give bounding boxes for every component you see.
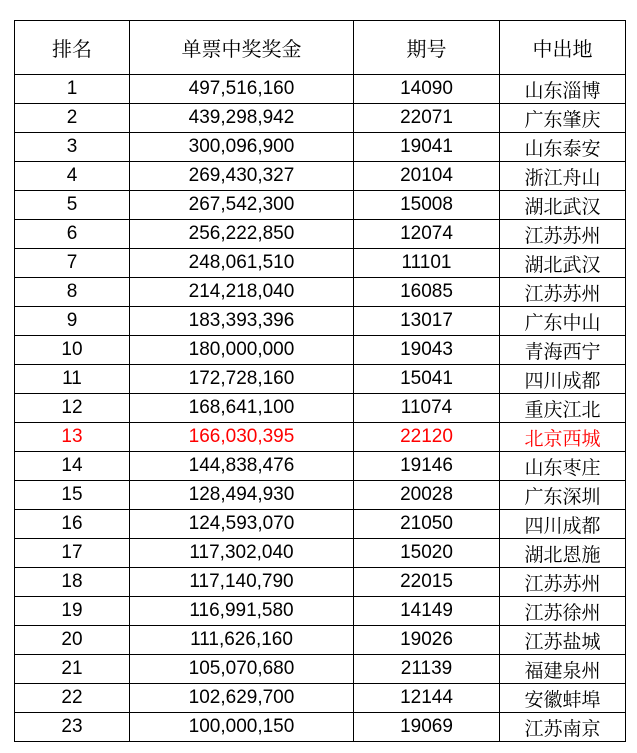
- cell-prize: 248,061,510: [130, 249, 354, 278]
- table-row: [15, 452, 626, 481]
- cell-region: 湖北武汉: [500, 191, 626, 220]
- cell-region: 江苏苏州: [500, 278, 626, 307]
- table-row: [15, 568, 626, 597]
- cell-issue: 20028: [354, 481, 500, 510]
- cell-issue: 11074: [354, 394, 500, 423]
- cell-region: 广东肇庆: [500, 104, 626, 133]
- cell-prize: 267,542,300: [130, 191, 354, 220]
- table-row: [15, 249, 626, 278]
- table-row: [15, 307, 626, 336]
- cell-rank: 22: [15, 684, 130, 713]
- cell-prize: 183,393,396: [130, 307, 354, 336]
- table-row: [15, 336, 626, 365]
- cell-rank: 21: [15, 655, 130, 684]
- cell-rank: 14: [15, 452, 130, 481]
- cell-prize: 117,140,790: [130, 568, 354, 597]
- cell-prize: 102,629,700: [130, 684, 354, 713]
- cell-region: 青海西宁: [500, 336, 626, 365]
- table-row: [15, 423, 626, 452]
- table-body: [15, 75, 626, 742]
- cell-prize: 117,302,040: [130, 539, 354, 568]
- table-row: [15, 162, 626, 191]
- cell-rank: 4: [15, 162, 130, 191]
- cell-region: 湖北恩施: [500, 539, 626, 568]
- table-row: [15, 713, 626, 742]
- header-issue: 期号: [354, 21, 500, 75]
- cell-issue: 15008: [354, 191, 500, 220]
- cell-region: 重庆江北: [500, 394, 626, 423]
- header-row: [15, 21, 626, 75]
- header-rank: 排名: [15, 21, 130, 75]
- cell-region: 山东泰安: [500, 133, 626, 162]
- table-row: [15, 655, 626, 684]
- cell-region: 浙江舟山: [500, 162, 626, 191]
- cell-issue: 22071: [354, 104, 500, 133]
- cell-region: 湖北武汉: [500, 249, 626, 278]
- cell-region: 山东淄博: [500, 75, 626, 104]
- cell-region: 广东中山: [500, 307, 626, 336]
- cell-region: 北京西城: [500, 423, 626, 452]
- cell-prize: 269,430,327: [130, 162, 354, 191]
- cell-rank: 19: [15, 597, 130, 626]
- cell-rank: 1: [15, 75, 130, 104]
- table-row: [15, 597, 626, 626]
- table-row: [15, 75, 626, 104]
- cell-issue: 22120: [354, 423, 500, 452]
- cell-prize: 256,222,850: [130, 220, 354, 249]
- cell-issue: 19043: [354, 336, 500, 365]
- cell-prize: 116,991,580: [130, 597, 354, 626]
- cell-prize: 180,000,000: [130, 336, 354, 365]
- cell-rank: 11: [15, 365, 130, 394]
- cell-rank: 9: [15, 307, 130, 336]
- cell-prize: 128,494,930: [130, 481, 354, 510]
- table-row: [15, 626, 626, 655]
- table-row: [15, 104, 626, 133]
- cell-issue: 14149: [354, 597, 500, 626]
- cell-prize: 172,728,160: [130, 365, 354, 394]
- prize-ranking-table: [14, 20, 626, 742]
- cell-rank: 5: [15, 191, 130, 220]
- cell-issue: 13017: [354, 307, 500, 336]
- cell-rank: 16: [15, 510, 130, 539]
- cell-rank: 8: [15, 278, 130, 307]
- table-row: [15, 220, 626, 249]
- cell-issue: 21139: [354, 655, 500, 684]
- cell-prize: 111,626,160: [130, 626, 354, 655]
- cell-issue: 12074: [354, 220, 500, 249]
- cell-issue: 19069: [354, 713, 500, 742]
- header-region: 中出地: [500, 21, 626, 75]
- cell-prize: 214,218,040: [130, 278, 354, 307]
- cell-region: 福建泉州: [500, 655, 626, 684]
- cell-region: 四川成都: [500, 365, 626, 394]
- cell-region: 广东深圳: [500, 481, 626, 510]
- cell-prize: 300,096,900: [130, 133, 354, 162]
- cell-issue: 15020: [354, 539, 500, 568]
- cell-rank: 3: [15, 133, 130, 162]
- cell-prize: 124,593,070: [130, 510, 354, 539]
- cell-rank: 6: [15, 220, 130, 249]
- cell-rank: 12: [15, 394, 130, 423]
- cell-rank: 2: [15, 104, 130, 133]
- cell-region: 安徽蚌埠: [500, 684, 626, 713]
- cell-issue: 15041: [354, 365, 500, 394]
- cell-region: 江苏苏州: [500, 220, 626, 249]
- cell-prize: 168,641,100: [130, 394, 354, 423]
- cell-region: 山东枣庄: [500, 452, 626, 481]
- cell-prize: 105,070,680: [130, 655, 354, 684]
- cell-prize: 100,000,150: [130, 713, 354, 742]
- cell-rank: 10: [15, 336, 130, 365]
- cell-rank: 7: [15, 249, 130, 278]
- table-row: [15, 510, 626, 539]
- cell-region: 四川成都: [500, 510, 626, 539]
- cell-issue: 22015: [354, 568, 500, 597]
- header-prize: 单票中奖奖金: [130, 21, 354, 75]
- cell-issue: 21050: [354, 510, 500, 539]
- cell-rank: 18: [15, 568, 130, 597]
- table-row: [15, 481, 626, 510]
- cell-rank: 17: [15, 539, 130, 568]
- table-row: [15, 365, 626, 394]
- cell-issue: 14090: [354, 75, 500, 104]
- table-row: [15, 278, 626, 307]
- cell-rank: 13: [15, 423, 130, 452]
- cell-region: 江苏苏州: [500, 568, 626, 597]
- table-row: [15, 133, 626, 162]
- cell-prize: 497,516,160: [130, 75, 354, 104]
- cell-prize: 144,838,476: [130, 452, 354, 481]
- cell-region: 江苏南京: [500, 713, 626, 742]
- cell-region: 江苏盐城: [500, 626, 626, 655]
- cell-prize: 439,298,942: [130, 104, 354, 133]
- cell-issue: 16085: [354, 278, 500, 307]
- cell-rank: 23: [15, 713, 130, 742]
- table-row: [15, 539, 626, 568]
- cell-issue: 19146: [354, 452, 500, 481]
- cell-issue: 11101: [354, 249, 500, 278]
- cell-rank: 20: [15, 626, 130, 655]
- cell-rank: 15: [15, 481, 130, 510]
- cell-prize: 166,030,395: [130, 423, 354, 452]
- cell-issue: 19041: [354, 133, 500, 162]
- table-row: [15, 191, 626, 220]
- cell-region: 江苏徐州: [500, 597, 626, 626]
- cell-issue: 19026: [354, 626, 500, 655]
- cell-issue: 20104: [354, 162, 500, 191]
- table-row: [15, 394, 626, 423]
- cell-issue: 12144: [354, 684, 500, 713]
- table-row: [15, 684, 626, 713]
